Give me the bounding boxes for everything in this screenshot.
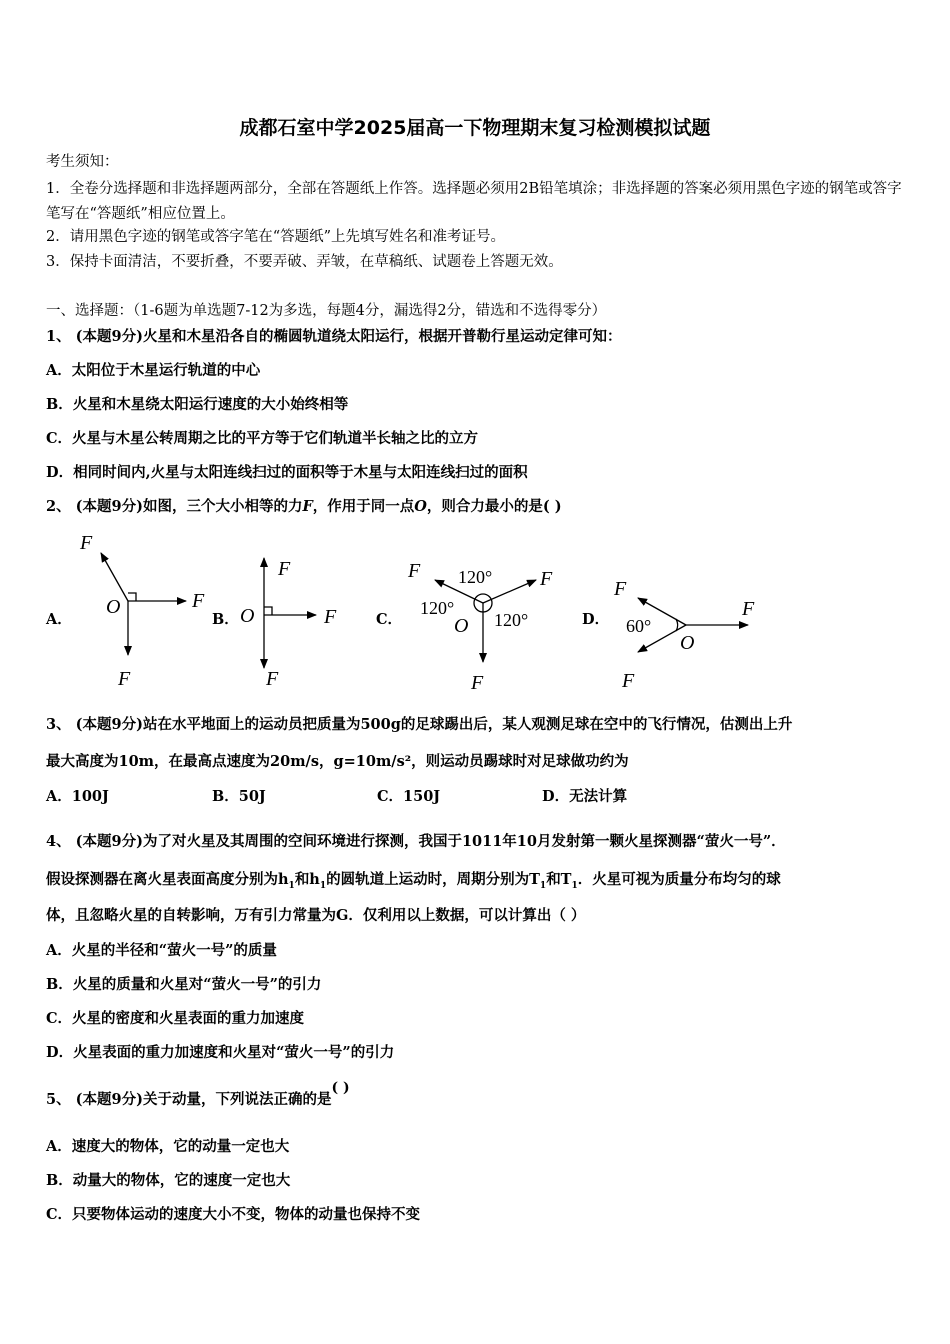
- fig-label-b: B．: [212, 611, 239, 628]
- diagram-a-f-bottom: F: [118, 668, 131, 690]
- diagram-d-f-bottom: F: [622, 670, 635, 692]
- diagram-a-o: O: [106, 596, 121, 618]
- q4-subscript: 1: [288, 880, 295, 891]
- q3-stem-line2: 最大高度为10m，在最高点速度为20m/s，g=10m/s²，则运动员踢球时对足球做功约为: [46, 753, 629, 770]
- q4-stem-part: 和h: [294, 871, 320, 888]
- q4-stem-part: 的圆轨道上运动时，周期分别为T: [326, 871, 540, 888]
- section-heading: 一、选择题：（1-6题为单选题7-12为多选，每题4分，漏选得2分，错选和不选得零分）: [46, 303, 607, 319]
- q1-option-b: B．火星和木星绕太阳运行速度的大小始终相等: [46, 396, 349, 413]
- diagram-b-f-right: F: [324, 606, 337, 628]
- q2-force-diagrams: [46, 525, 906, 695]
- q5-option-b: B．动量大的物体，它的速度一定也大: [46, 1172, 291, 1189]
- q3-option-b: B．50J: [212, 788, 266, 805]
- fig-label-d: D．: [582, 611, 610, 628]
- q2-stem-part: ，则合力最小的是( ): [426, 498, 562, 515]
- q1-option-d: D．相同时间内,火星与太阳连线扫过的面积等于木星与太阳连线扫过的面积: [46, 464, 528, 481]
- diagram-a-f-right: F: [192, 590, 205, 612]
- q5-answer-paren: ( ): [331, 1080, 350, 1096]
- q4-subscript: 1: [539, 880, 547, 891]
- diagram-d-f-top: F: [614, 578, 627, 600]
- diagram-c-f-left: F: [408, 560, 421, 582]
- q4-stem-line3: 体，且忽略火星的自转影响，万有引力常量为G．仅利用以上数据，可以计算出（ ）: [46, 907, 586, 924]
- diagram-d-angle: 60°: [626, 616, 652, 636]
- q2-stem-f: F: [302, 498, 313, 515]
- diagram-b-f-bottom: F: [266, 668, 279, 690]
- diagram-d-f-right: F: [742, 598, 755, 620]
- q5-stem-text: 5、 (本题9分)关于动量，下列说法正确的是: [46, 1091, 332, 1108]
- diagram-b-o: O: [240, 605, 255, 627]
- q4-option-c: C．火星的密度和火星表面的重力加速度: [46, 1010, 305, 1027]
- q4-subscript: 1: [319, 880, 327, 891]
- q3-options: [46, 787, 906, 807]
- q4-option-d: D．火星表面的重力加速度和火星对“萤火一号”的引力: [46, 1044, 395, 1061]
- q4-stem-line1: 4、 (本题9分)为了对火星及其周围的空间环境进行探测，我国于1011年10月发射第一颗火星探测器“萤火一号”．: [46, 833, 786, 850]
- diagram-c-f-bottom: F: [471, 672, 484, 694]
- q4-option-a: A．火星的半径和“萤火一号”的质量: [46, 942, 277, 959]
- diagram-c-o: O: [454, 615, 469, 637]
- fig-label-c: C．: [376, 611, 403, 628]
- q2-stem-part: ，作用于同一点: [312, 498, 415, 515]
- diagram-c-f-right: F: [540, 568, 553, 590]
- q2-stem-o: O: [414, 498, 427, 515]
- notice-item-1: 1．全卷分选择题和非选择题两部分，全部在答题纸上作答。选择题必须用2B铅笔填涂；非选择题的答案必须用黑色字迹的钢笔或答字笔写在“答题纸”相应位置上。: [46, 181, 902, 222]
- q3-option-a: A．100J: [46, 788, 109, 805]
- q3-option-d: D．无法计算: [542, 788, 628, 805]
- q4-stem-part: 和T: [546, 871, 572, 888]
- diagram-c-angle-top: 120°: [458, 567, 493, 587]
- diagram-d-o: O: [680, 632, 695, 654]
- q5-option-c: C．只要物体运动的速度大小不变，物体的动量也保持不变: [46, 1206, 421, 1223]
- diagram-c-angle-right: 120°: [494, 610, 529, 630]
- q4-stem-part: 假设探测器在离火星表面高度分别为h: [46, 871, 289, 888]
- notice-heading: 考生须知：: [46, 154, 119, 170]
- diagram-a-f-top: F: [80, 532, 93, 554]
- q4-subscript: 1: [571, 880, 578, 891]
- q2-stem: [46, 497, 904, 517]
- q3-option-c: C．150J: [377, 788, 441, 805]
- q5-option-a: A．速度大的物体，它的动量一定也大: [46, 1138, 290, 1155]
- page-title: 成都石室中学2025届高一下物理期末复习检测模拟试题: [239, 117, 711, 139]
- q1-option-a: A．太阳位于木星运行轨道的中心: [46, 362, 261, 379]
- fig-label-a: A．: [46, 611, 72, 628]
- q4-stem-line2: [46, 870, 904, 896]
- force-diagram-svg: [46, 525, 906, 695]
- q3-stem-line1: 3、 (本题9分)站在水平地面上的运动员把质量为500g的足球踢出后，某人观测足球在空中的飞行情况，估测出上升: [46, 716, 793, 733]
- q4-stem-part: ．火星可视为质量分布均匀的球: [577, 871, 781, 888]
- q1-stem: 1、 (本题9分)火星和木星沿各自的椭圆轨道绕太阳运行，根据开普勒行星运动定律可知：: [46, 328, 622, 345]
- q4-option-b: B．火星的质量和火星对“萤火一号”的引力: [46, 976, 322, 993]
- q5-stem: [46, 1080, 904, 1110]
- notice-item-2: 2．请用黑色字迹的钢笔或答字笔在“答题纸”上先填写姓名和准考证号。: [46, 229, 506, 245]
- diagram-b-f-top: F: [278, 558, 291, 580]
- q1-option-c: C．火星与木星公转周期之比的平方等于它们轨道半长轴之比的立方: [46, 430, 479, 447]
- notice-item-3: 3．保持卡面清洁，不要折叠，不要弄破、弄皱，在草稿纸、试题卷上答题无效。: [46, 254, 563, 270]
- diagram-c-angle-left: 120°: [420, 598, 455, 618]
- q2-stem-part: 2、 (本题9分)如图，三个大小相等的力: [46, 498, 303, 515]
